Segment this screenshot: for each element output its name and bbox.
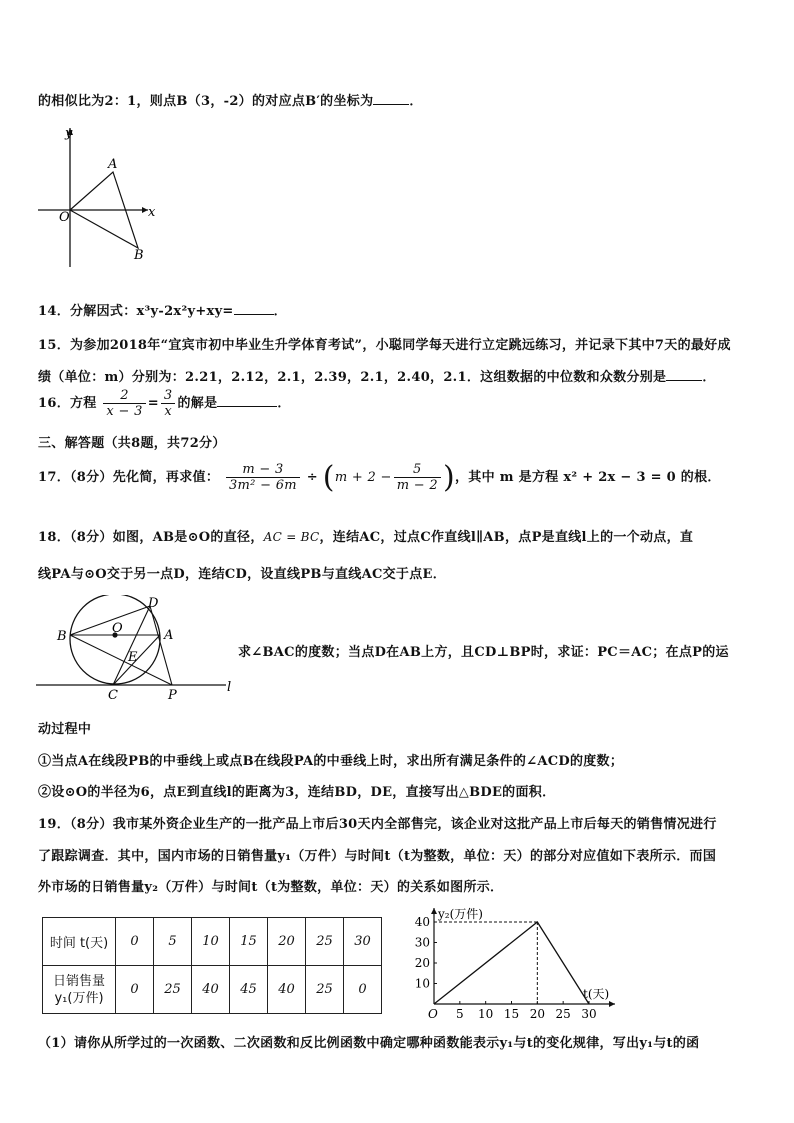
table-cell: 25 <box>306 918 344 966</box>
table-cell: 25 <box>154 966 192 1014</box>
point-o-label: O <box>112 621 123 636</box>
x-axis-label: x <box>148 205 156 220</box>
q15-text-line2: 绩（单位：m）分别为：2.21，2.12，2.1，2.39，2.1，2.40，2.1．这组数据的中位数和众数分别是 ． <box>38 370 716 385</box>
x-tick-label: 5 <box>456 1007 464 1021</box>
chart-origin-label: O <box>428 1007 438 1021</box>
fraction: $\frac{2}{x - 3}$ <box>103 388 145 419</box>
table-row <box>43 966 382 1014</box>
sales-table <box>42 917 382 1014</box>
table-header-cell: 日销售量 y₁(万件) <box>43 966 116 1014</box>
chart-y-label: y₂(万件) <box>438 907 483 921</box>
table-cell: 15 <box>230 918 268 966</box>
table-row <box>43 918 382 966</box>
circle-o <box>70 595 160 684</box>
q19-text-line1: 19．（8分）我市某外资企业生产的一批产品上市后30天内全部售完，该企业对这批产品上市后每天的销售情况进行 <box>38 817 717 832</box>
section-heading: 三、解答题（共8题，共72分） <box>38 436 226 451</box>
point-e-label: E <box>128 650 138 665</box>
point-b-label: B <box>134 248 144 263</box>
y2-series-line <box>434 922 589 1004</box>
table-cell: 0 <box>116 966 154 1014</box>
y-tick-label: 40 <box>414 915 430 929</box>
x-tick-label: 15 <box>503 1007 520 1021</box>
fraction: $\frac{5}{m - 2}$ <box>394 462 441 493</box>
q19-text-line2: 了跟踪调查．其中，国内市场的日销售量y₁（万件）与时间t（t为整数，单位：天）的部分对应值如下表所示．而国 <box>38 849 717 864</box>
table-cell: 5 <box>154 918 192 966</box>
fraction: $\frac{m - 3}{\text{3m² − 6m}}$ <box>226 462 300 493</box>
x-tick-label: 25 <box>555 1007 571 1021</box>
table-cell: 0 <box>116 918 154 966</box>
q13-text: 的相似比为2：1，则点B（3，-2）的对应点B′的坐标为 ． <box>38 94 423 109</box>
answer-blank <box>373 92 409 105</box>
point-d-label: D <box>148 596 159 611</box>
point-c-label: C <box>108 688 118 703</box>
q18-item-1: ①当点A在线段PB的中垂线上或点B在线段PA的中垂线上时，求出所有满足条件的∠ACD的度数； <box>38 754 624 769</box>
coordinate-figure-q13 <box>38 122 168 267</box>
q16-text: 16．方程 $\frac{2}{x - 3}$ = $\frac{3}{x}$ 的解是 ． <box>38 388 291 419</box>
table-header-cell: 时间 t(天) <box>43 918 116 966</box>
y-tick-label: 20 <box>414 956 430 970</box>
table-cell: 25 <box>306 966 344 1014</box>
fraction: $\frac{3}{x}$ <box>161 388 176 419</box>
line-l-label: l <box>227 680 232 695</box>
q19-part1-text: （1）请你从所学过的一次函数、二次函数和反比例函数中确定哪种函数能表示y₁与t的变化规律，写出y₁与t的函 <box>38 1036 700 1051</box>
table-cell: 40 <box>192 966 230 1014</box>
circle-figure-q18 <box>36 595 241 705</box>
q18-text-line2: 线PA与⊙O交于另一点D，连结CD，设直线PB与直线AC交于点E． <box>38 567 447 582</box>
origin-label: O <box>59 210 70 225</box>
chart-x-label: t(天) <box>583 987 610 1001</box>
point-a-label: A <box>164 628 174 643</box>
table-cell: 30 <box>344 918 382 966</box>
arc-equation: AC = BC <box>263 530 320 544</box>
q17-text: 17．（8分）先化简，再求值： $\frac{m - 3}{\text{3m² − 6m}}$ ÷ (m + 2 − $\frac{5}{m - 2}$ )，其中 m 是方程 x² + 2x − 3 = 0 的根． <box>38 460 721 495</box>
y-axis-label: y <box>65 126 73 141</box>
y2-line-chart <box>410 900 625 1022</box>
y-tick-label: 10 <box>414 976 430 991</box>
point-p-label: P <box>168 688 177 703</box>
q14-text: 14．分解因式：x³y-2x²y+xy= ． <box>38 304 287 319</box>
q19-text-line3: 外市场的日销售量y₂（万件）与时间t（t为整数，单位：天）的关系如图所示． <box>38 880 504 895</box>
answer-blank <box>666 368 702 381</box>
q18-item-2: ②设⊙O的半径为6，点E到直线l的距离为3，连结BD，DE，直接写出△BDE的面积． <box>38 785 556 800</box>
point-a-label: A <box>108 157 118 172</box>
q18-side-text: 求∠BAC的度数；当点D在AB上方，且CD⊥BP时，求证：PC＝AC；在点P的运 <box>238 645 729 660</box>
point-b-label: B <box>57 629 67 644</box>
x-tick-label: 30 <box>581 1007 597 1021</box>
answer-blank <box>234 302 274 315</box>
x-tick-label: 10 <box>478 1007 494 1021</box>
table-cell: 20 <box>268 918 306 966</box>
table-cell: 45 <box>230 966 268 1014</box>
q18-text-line3: 动过程中 <box>38 722 92 737</box>
q15-text-line1: 15．为参加2018年“宜宾市初中毕业生升学体育考试”，小聪同学每天进行立定跳远练习，并记录下其中7天的最好成 <box>38 338 731 353</box>
answer-blank <box>217 394 277 407</box>
y-tick-label: 30 <box>414 935 430 950</box>
table-cell: 40 <box>268 966 306 1014</box>
table-cell: 0 <box>344 966 382 1014</box>
table-cell: 10 <box>192 918 230 966</box>
q18-text-line1: 18．（8分）如图，AB是⊙O的直径，AC = BC，连结AC，过点C作直线l∥AB，点P是直线l上的一个动点，直 <box>38 530 694 545</box>
x-tick-label: 20 <box>529 1007 545 1021</box>
